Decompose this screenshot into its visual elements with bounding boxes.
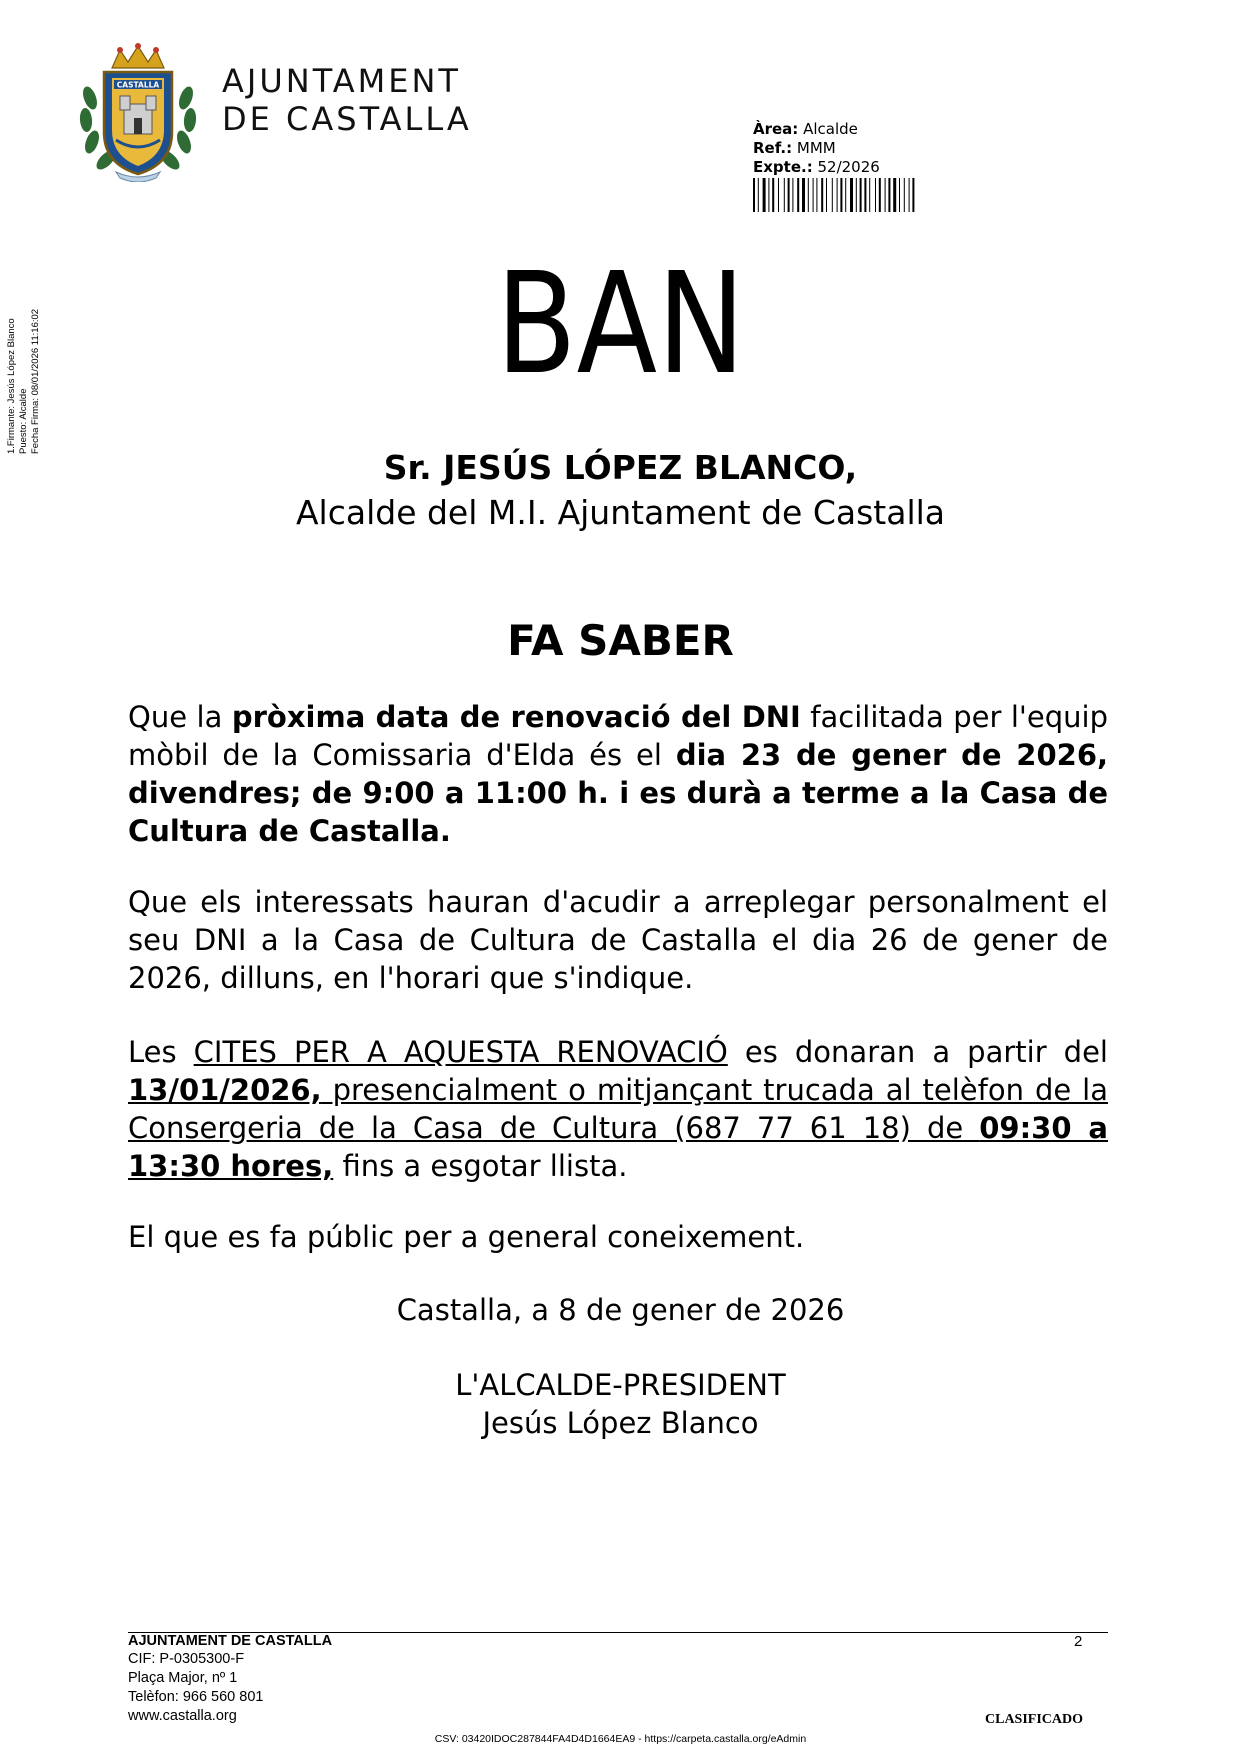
- bold-underlined-run: 13/01/2026,: [128, 1073, 322, 1107]
- footer-phone: Telèfon: 966 560 801: [128, 1689, 264, 1705]
- text-run: Les: [128, 1035, 194, 1069]
- paragraph-pickup: Que els interessats hauran d'acudir a arreplegar personalment el seu DNI a la Casa de Cultura de Castalla el dia 26 de gener de 2026, dilluns, en l'horari que s'indique.: [128, 885, 1108, 995]
- area-label: Àrea:: [753, 120, 799, 138]
- electronic-signature-stamp: [6, 309, 42, 454]
- castalla-coat-of-arms-logo: [76, 40, 200, 182]
- text-run: es donaran a partir del: [727, 1035, 1108, 1069]
- mayor-name: Sr. JESÚS LÓPEZ BLANCO,: [383, 448, 858, 487]
- paragraph-renewal-date: [128, 698, 1108, 850]
- bold-run: dia 23 de gener de 2026, divendres; de 9:00 a 11:00 h. i es durà a terme a la Casa de Cultura de Castalla.: [128, 738, 1109, 848]
- signer-line: 1.Firmante: Jesús López Blanco: [6, 318, 17, 454]
- underlined-run: presencialment o mitjançant trucada al telèfon de la Consergeria de la Casa de Cultura (687 77 61 18) de: [128, 1073, 1108, 1145]
- crest-label: CASTALLA: [116, 80, 160, 90]
- signature-date-line: Fecha Firma: 08/01/2026 11:16:02: [30, 308, 41, 454]
- logo-title-line1: AJUNTAMENT: [222, 62, 461, 100]
- signatory-role: L'ALCALDE-PRESIDENT: [455, 1368, 786, 1402]
- paragraph-closing: El que es fa públic per a general coneixement.: [128, 1220, 805, 1254]
- position-line: Puesto: Alcalde: [18, 388, 29, 454]
- ref-label: Ref.:: [753, 139, 793, 157]
- underlined-run: CITES PER A AQUESTA RENOVACIÓ: [193, 1035, 728, 1069]
- bold-run: pròxima data de renovació del DNI: [231, 700, 801, 734]
- mayor-role: Alcalde del M.I. Ajuntament de Castalla: [295, 493, 946, 532]
- text-run: facilitada per l'equip mòbil de la Comissaria d'Elda és el: [128, 700, 1108, 772]
- expte-label: Expte.:: [753, 158, 813, 176]
- document-barcode: [753, 178, 963, 220]
- place-and-date: Castalla, a 8 de gener de 2026: [396, 1293, 845, 1327]
- bold-underlined-run: 09:30 a 13:30 hores,: [128, 1111, 1108, 1183]
- footer-organization: AJUNTAMENT DE CASTALLA: [128, 1633, 333, 1649]
- page-number: 2: [1074, 1633, 1083, 1650]
- csv-verification-code[interactable]: CSV: 03420IDOC287844FA4D4D1664EA9 - https://carpeta.castalla.org/eAdmin: [434, 1733, 807, 1745]
- expte-value: 52/2026: [817, 158, 880, 176]
- footer-address: Plaça Major, nº 1: [128, 1670, 238, 1686]
- area-value: Alcalde: [803, 120, 858, 138]
- signatory-name: Jesús López Blanco: [482, 1406, 759, 1440]
- paragraph-appointments: [128, 1033, 1108, 1185]
- text-run: Que la: [128, 700, 232, 734]
- section-heading: FA SABER: [507, 616, 734, 665]
- file-reference-block: [753, 120, 880, 177]
- text-run: fins a esgotar llista.: [333, 1149, 628, 1183]
- footer-website[interactable]: www.castalla.org: [128, 1708, 237, 1724]
- footer-cif: CIF: P-0305300-F: [128, 1651, 245, 1667]
- document-title: BAN: [495, 243, 746, 406]
- classification-label: CLASIFICADO: [985, 1712, 1084, 1727]
- logo-title-line2: DE CASTALLA: [222, 100, 472, 138]
- ref-value: MMM: [796, 139, 836, 157]
